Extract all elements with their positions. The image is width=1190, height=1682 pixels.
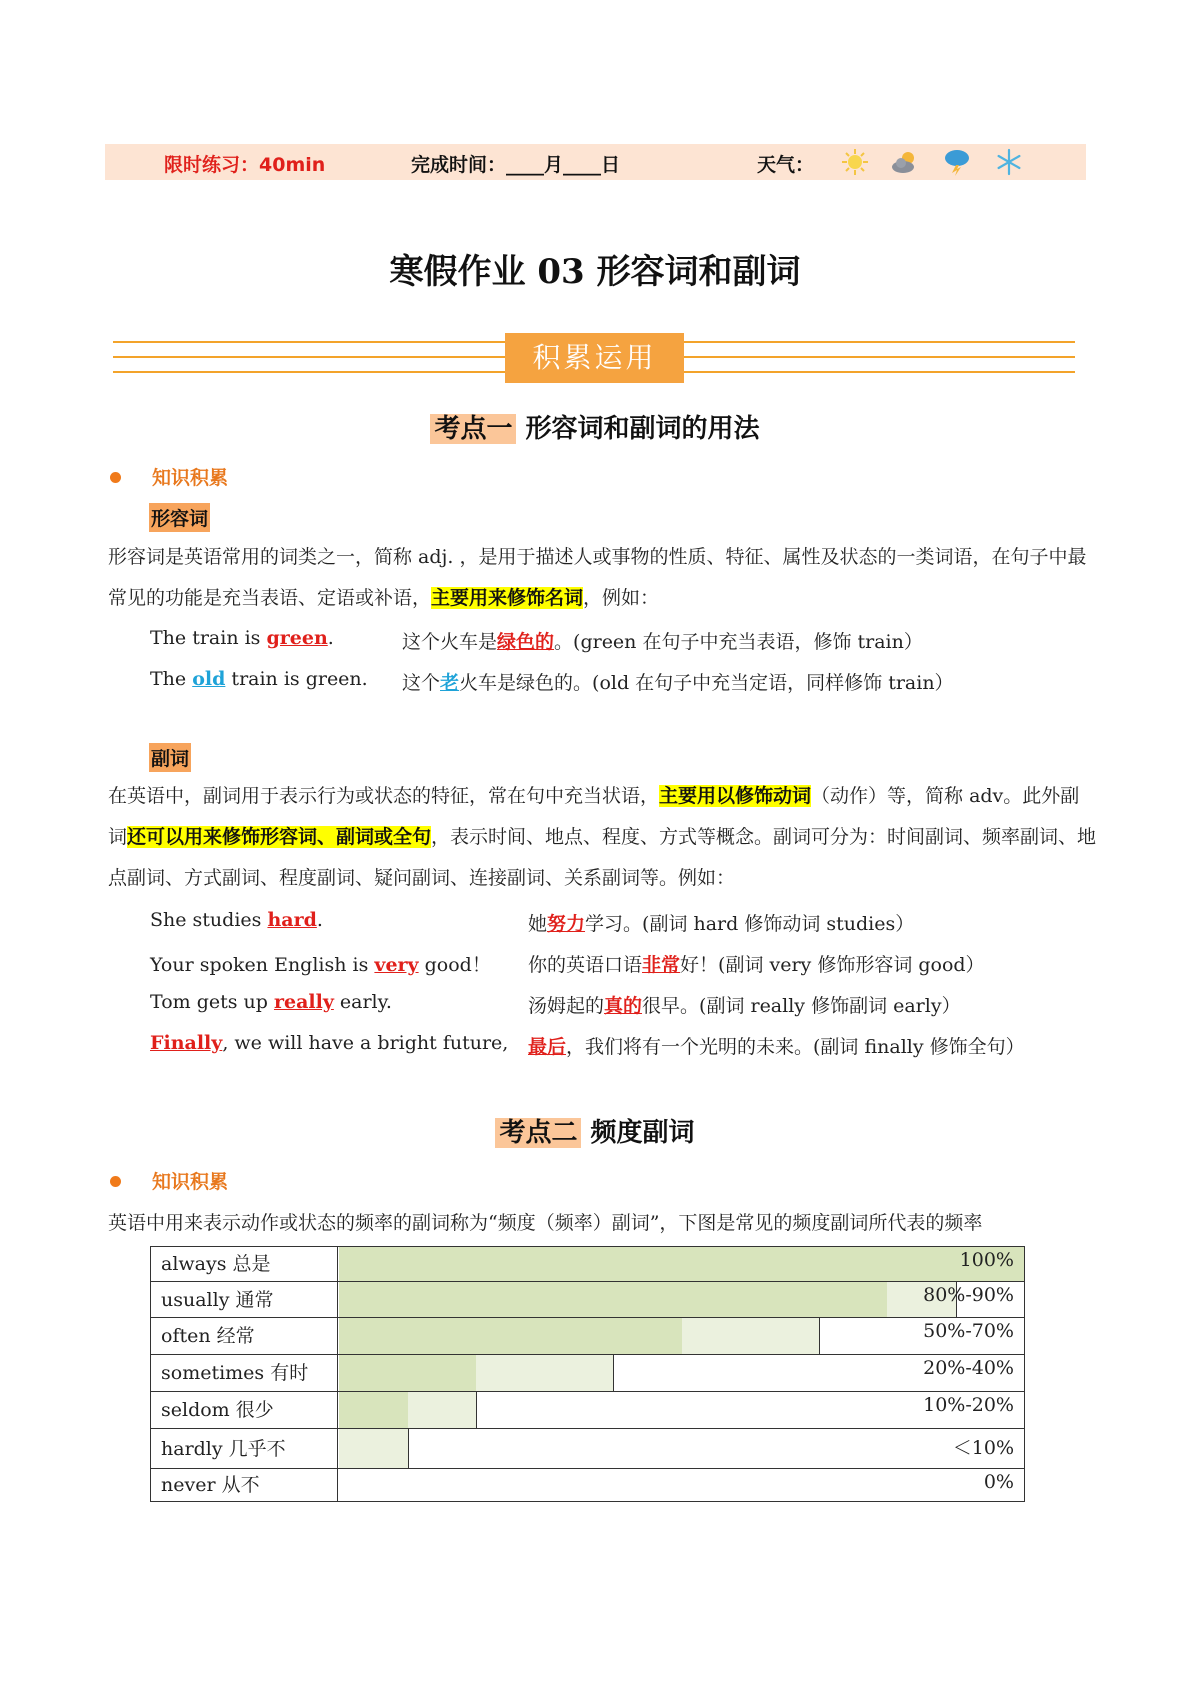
bullet-label: 知识积累 [152,467,229,489]
frequency-bar-cell [339,1247,1024,1281]
table-row [151,1391,1024,1428]
frequency-adverb-label: usually 通常 [151,1282,338,1317]
frequency-bar-edge [613,1355,614,1391]
section2-title: 频度副词 [590,1118,695,1148]
banner-line [684,371,1075,373]
section2-heading [0,1112,1190,1149]
adv-label: 副词 [149,743,191,772]
frequency-bar-cell [339,1429,1024,1468]
banner-line [113,341,505,343]
adj-example-en: The old train is green. [150,668,368,690]
adv-example-en: She studies hard. [150,909,323,931]
timer-label: 限时练习：40min [164,154,326,176]
storm-icon [942,147,972,177]
frequency-bar-cell [339,1282,1024,1317]
adj-example-cn: 这个老火车是绿色的。(old 在句子中充当定语，同样修饰 train） [402,672,954,694]
frequency-bar-min [339,1247,1024,1281]
adv-example-en: Finally, we will have a bright future, [150,1032,509,1054]
table-row [151,1428,1024,1468]
section2-intro: 英语中用来表示动作或状态的频率的副词称为“频度（频率）副词”，下图是常见的频度副词所代表的频率 [108,1212,983,1234]
sun-icon [840,147,870,177]
adv-paragraph: 在英语中，副词用于表示行为或状态的特征，常在句中充当状语，主要用以修饰动词（动作）等，简称 adv。此外副词还可以用来修饰形容词、副词或全句，表示时间、地点、程度、方式等概念。副词可分为：时间副词、频率副词、地点副词、方式副词、程度副词、疑问副词、连接副词、关系副词等。例如： [108,785,1097,889]
cloudy-icon [890,147,920,177]
frequency-adverb-label: never 从不 [151,1469,338,1501]
frequency-bar-edge [819,1318,820,1354]
section1-tag: 考点一 [430,414,516,444]
adv-example-cn: 最后，我们将有一个光明的未来。(副词 finally 修饰全句） [528,1036,1025,1058]
adv-example-cn: 你的英语口语非常好！(副词 very 修饰形容词 good） [528,954,985,976]
frequency-percent: ＜10% [952,1437,1014,1459]
frequency-adverb-label: hardly 几乎不 [151,1429,338,1468]
frequency-bar-range [476,1355,613,1391]
adj-example-en: The train is green. [150,627,334,649]
adj-paragraph: 形容词是英语常用的词类之一，简称 adj. ，是用于描述人或事物的性质、特征、属性及状态的一类词语，在句子中最常见的功能是充当表语、定语或补语，主要用来修饰名词，例如： [108,546,1087,609]
frequency-bar-range [408,1392,477,1428]
frequency-adverb-label: seldom 很少 [151,1392,338,1428]
frequency-bar-edge [476,1392,477,1428]
frequency-table [150,1246,1025,1502]
banner-line [113,371,505,373]
section2-tag: 考点二 [495,1118,581,1148]
table-row [151,1354,1024,1391]
frequency-bar-min [339,1282,887,1317]
section1-title: 形容词和副词的用法 [525,414,760,444]
table-row [151,1281,1024,1317]
frequency-bar-edge [408,1429,409,1468]
frequency-bar-min [339,1355,476,1391]
section1-heading [0,408,1190,445]
frequency-percent: 20%-40% [923,1357,1014,1379]
frequency-bar-cell [339,1392,1024,1428]
frequency-bar-cell [339,1469,1024,1501]
frequency-bar-range [339,1429,408,1468]
bullet-dot [110,472,121,483]
table-row [151,1317,1024,1354]
frequency-percent: 10%-20% [923,1394,1014,1416]
adv-example-cn: 汤姆起的真的很早。(副词 really 修饰副词 early） [528,995,961,1017]
completion-label: 完成时间：____月____日 [411,154,621,176]
banner-line [684,356,1075,358]
table-row [151,1247,1024,1281]
weather-label: 天气： [757,154,815,176]
banner-line [113,356,505,358]
adj-label: 形容词 [149,503,210,532]
frequency-adverb-label: always 总是 [151,1247,338,1281]
frequency-bar-min [339,1392,408,1428]
banner-line [684,341,1075,343]
bullet-dot [110,1176,121,1187]
bullet-label: 知识积累 [152,1171,229,1193]
section-banner: 积累运用 [505,333,684,383]
adv-example-cn: 她努力学习。(副词 hard 修饰动词 studies） [528,913,915,935]
adj-example-cn: 这个火车是绿色的。(green 在句子中充当表语，修饰 train） [402,631,923,653]
frequency-bar-cell [339,1355,1024,1391]
snow-icon [994,147,1024,177]
frequency-adverb-label: often 经常 [151,1318,338,1354]
frequency-bar-cell [339,1318,1024,1354]
frequency-percent: 100% [959,1249,1014,1271]
frequency-percent: 80%-90% [923,1284,1014,1306]
adv-example-en: Tom gets up really early. [150,991,392,1013]
table-row [151,1468,1024,1501]
frequency-percent: 50%-70% [923,1320,1014,1342]
frequency-bar-range [682,1318,819,1354]
frequency-bar-min [339,1318,682,1354]
adv-example-en: Your spoken English is very good！ [150,954,491,976]
frequency-adverb-label: sometimes 有时 [151,1355,338,1391]
frequency-percent: 0% [983,1471,1014,1493]
page-title: 寒假作业 03 形容词和副词 [389,252,801,292]
